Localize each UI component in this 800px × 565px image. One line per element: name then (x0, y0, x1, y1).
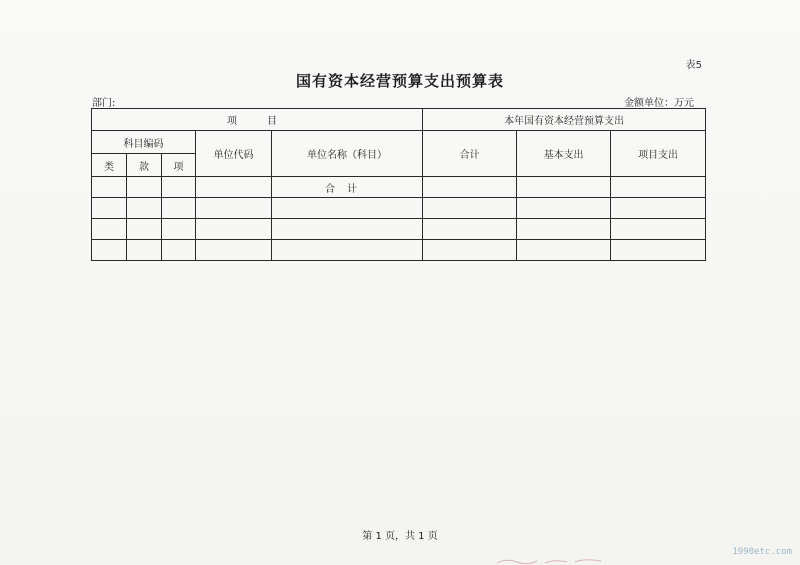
table-number: 表5 (685, 60, 702, 71)
table-cell (423, 177, 517, 198)
table-cell (127, 177, 162, 198)
table-cell (196, 240, 272, 261)
table-cell (162, 219, 196, 240)
total-row (92, 177, 706, 198)
table-cell (92, 219, 127, 240)
table-cell (517, 198, 611, 219)
table-cell (127, 219, 162, 240)
table-cell (423, 198, 517, 219)
table-row (92, 240, 706, 261)
class-header: 类 (92, 154, 127, 177)
unit-code-header: 单位代码 (196, 131, 272, 177)
table-cell (127, 240, 162, 261)
item-group-header: 项 目 (92, 109, 423, 131)
table-cell (162, 177, 196, 198)
table-cell (162, 240, 196, 261)
header-row-1 (92, 109, 706, 131)
budget-table (91, 108, 706, 261)
budget-group-header: 本年国有资本经营预算支出 (423, 109, 706, 131)
table-cell (272, 240, 423, 261)
table-cell (92, 240, 127, 261)
basic-expense-header: 基本支出 (517, 131, 611, 177)
table-cell (162, 198, 196, 219)
table-cell (611, 177, 706, 198)
watermark-text: 1990etc.com (732, 547, 792, 557)
page-title: 国有资本经营预算支出预算表 (295, 72, 504, 90)
project-expense-header: 项目支出 (611, 131, 706, 177)
table-cell (423, 219, 517, 240)
page-footer: 第 1 页，共 1 页 (362, 531, 438, 542)
subject-code-header: 科目编码 (92, 131, 196, 154)
table-cell (517, 240, 611, 261)
table-cell (611, 198, 706, 219)
amount-unit-label: 金额单位：万元 (624, 98, 694, 109)
unit-name-header: 单位名称（科目） (272, 131, 423, 177)
header-row-2 (92, 131, 706, 154)
table-row (92, 198, 706, 219)
table-cell (423, 240, 517, 261)
handwriting-mark (495, 557, 605, 565)
total-header: 合计 (423, 131, 517, 177)
table-cell (196, 198, 272, 219)
total-row-label: 合计 (272, 177, 423, 198)
table-cell (611, 240, 706, 261)
table-cell (127, 198, 162, 219)
table-cell (517, 177, 611, 198)
table-cell (196, 177, 272, 198)
table-cell (92, 177, 127, 198)
section-header: 款 (127, 154, 162, 177)
table-row (92, 219, 706, 240)
item-header: 项 (162, 154, 196, 177)
table-cell (272, 198, 423, 219)
table-cell (92, 198, 127, 219)
department-label: 部门: (92, 98, 116, 109)
table-cell (517, 219, 611, 240)
table-cell (196, 219, 272, 240)
table-cell (611, 219, 706, 240)
table-cell (272, 219, 423, 240)
